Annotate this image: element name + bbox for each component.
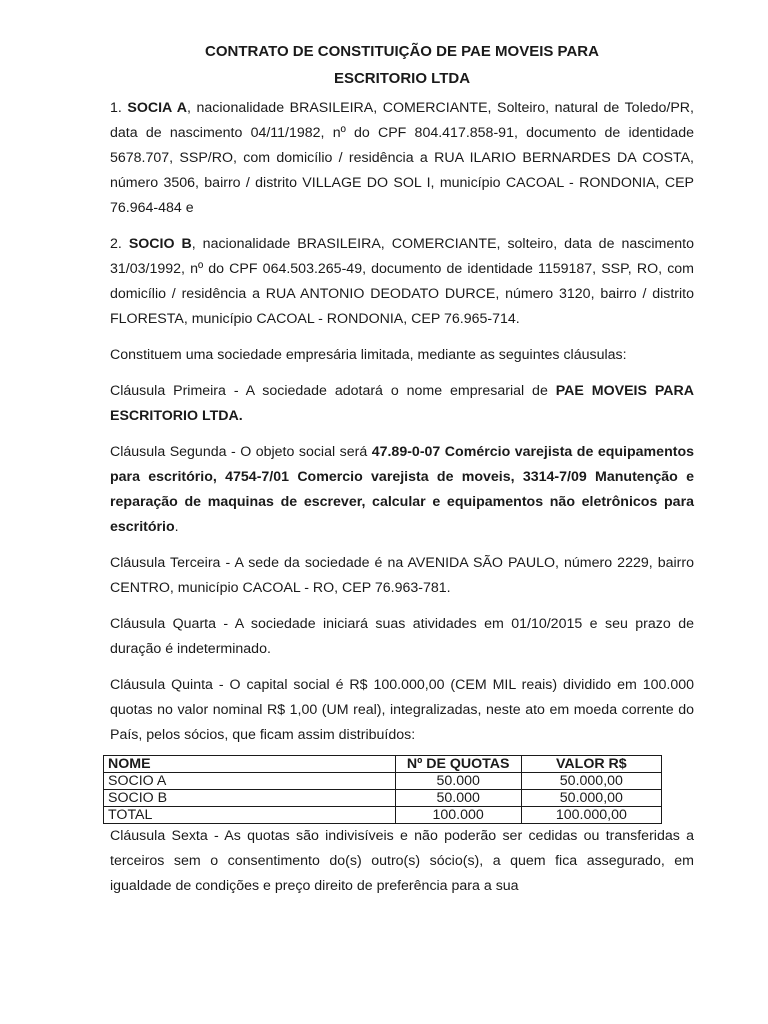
partner-details: , nacionalidade BRASILEIRA, COMERCIANTE, Solteiro, natural de Toledo/PR, data de nascimento 04/11/1982, nº do CPF 804.417.858-91, documento de identidade 5678.707, SSP/RO, com domicílio / residência a RUA ILARIO BERNARDES DA COSTA, número 3506, bairro / distrito VILLAGE DO SOL I, município CACOAL - RONDONIA, CEP 76.964-484 e — [110, 100, 694, 216]
partner-details: , nacionalidade BRASILEIRA, COMERCIANTE, solteiro, data de nascimento 31/03/1992, nº do CPF 064.503.265-49, documento de identidade 1159187, SSP, RO, com domicílio / residência a RUA ANTONIO DEODATO DURCE, número 3120, bairro / distrito FLORESTA, município CACOAL - RONDONIA, CEP 76.965-714. — [110, 236, 694, 327]
clause-text: Cláusula Segunda - O objeto social será — [110, 444, 372, 460]
table-cell: 50.000 — [395, 790, 521, 807]
table-cell: 100.000,00 — [521, 807, 661, 824]
title-line-2: ESCRITORIO LTDA — [333, 70, 471, 87]
document-title — [110, 38, 694, 92]
table-cell: 100.000 — [395, 807, 521, 824]
document-page — [110, 38, 694, 910]
paragraph-number: 1. — [110, 100, 128, 116]
clause-fourth: Cláusula Quarta - A sociedade iniciará suas atividades em 01/10/2015 e seu prazo de duração é indeterminado. — [110, 616, 694, 657]
table-cell: SOCIO A — [104, 773, 396, 790]
clause-end: . — [174, 519, 179, 535]
table-cell: 50.000 — [395, 773, 521, 790]
business-activities: 47.89-0-07 Comércio varejista de equipamentos para escritório, 4754-7/01 Comercio varejista de moveis, 3314-7/09 Manutenção e reparação de maquinas de escrever, calcular e equipamentos não eletrônicos para escritório — [110, 444, 695, 535]
quota-table — [103, 755, 662, 824]
title-line-1: CONTRATO DE CONSTITUIÇÃO DE PAE MOVEIS PARA — [205, 43, 599, 60]
clause-second — [110, 440, 694, 540]
clause-sixth: Cláusula Sexta - As quotas são indivisíveis e não poderão ser cedidas ou transferidas a terceiros sem o consentimento do(s) outro(s) sócio(s), a quem fica assegurado, em igualdade de condições e preço direito de preferência para a sua — [110, 828, 694, 894]
clause-third: Cláusula Terceira - A sede da sociedade é na AVENIDA SÃO PAULO, número 2229, bairro CENTRO, município CACOAL - RO, CEP 76.963-781. — [110, 555, 694, 596]
table-row — [104, 807, 662, 824]
paragraph-number: 2. — [110, 236, 129, 252]
table-header-cell: NOME — [104, 756, 396, 773]
paragraph-socio-b — [110, 232, 694, 332]
table-cell: 50.000,00 — [521, 773, 661, 790]
partner-name: SOCIO B — [128, 236, 192, 252]
clause-text: Cláusula Primeira - A sociedade adotará o nome empresarial de — [110, 383, 556, 399]
table-cell: 50.000,00 — [521, 790, 661, 807]
table-row — [104, 773, 662, 790]
table-row — [104, 790, 662, 807]
partner-name: SOCIA A — [127, 100, 188, 116]
paragraph-intro: Constituem uma sociedade empresária limitada, mediante as seguintes cláusulas: — [110, 347, 627, 363]
table-cell: TOTAL — [104, 807, 396, 824]
table-header-cell: Nº DE QUOTAS — [395, 756, 521, 773]
table-header-cell: VALOR R$ — [521, 756, 661, 773]
clause-fifth: Cláusula Quinta - O capital social é R$ 100.000,00 (CEM MIL reais) dividido em 100.000 quotas no valor nominal R$ 1,00 (UM real), integralizadas, neste ato em moeda corrente do País, pelos sócios, que ficam assim distribuídos: — [110, 677, 694, 743]
table-header-row — [104, 756, 662, 773]
clause-first — [110, 379, 694, 429]
company-name: PAE MOVEIS PARA ESCRITORIO LTDA. — [110, 383, 694, 424]
table-cell: SOCIO B — [104, 790, 396, 807]
paragraph-socia-a — [110, 96, 694, 221]
